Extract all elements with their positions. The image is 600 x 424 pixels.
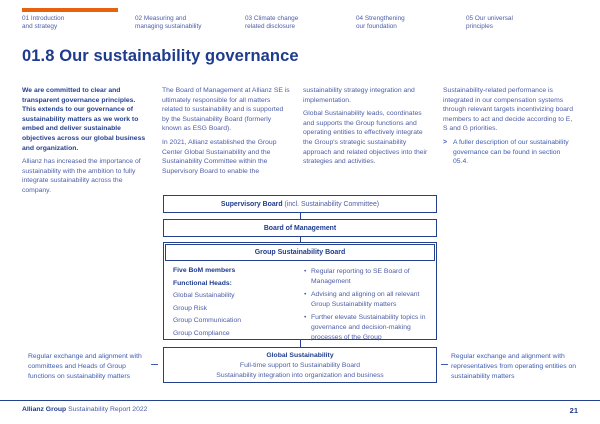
- left-annotation-connector: [151, 364, 158, 365]
- gsb-responsibility-item: • Regular reporting to SE Board of Management: [303, 267, 431, 287]
- board-of-management-box: Board of Management: [163, 219, 437, 237]
- chevron-right-icon: >: [443, 138, 448, 146]
- nav-item-label: our foundation: [356, 23, 397, 31]
- connector-line: [300, 340, 301, 347]
- nav-item-label: principles: [466, 23, 493, 31]
- right-annotation: Regular exchange and alignment with representatives from operating entities on sustainability matters: [451, 353, 577, 380]
- intro-paragraph: Sustainability-related performance is integrated in our compensation systems through relevant targets incentivizing board members to act and decide according to E, S and G priorities.: [443, 87, 573, 133]
- nav-item-label: 01 Introduction: [22, 15, 65, 22]
- gsb-responsibility-item: • Advising and aligning on all relevant Group Sustainability matters: [303, 290, 431, 310]
- section-05-4-reference-link[interactable]: [443, 138, 575, 167]
- gsb-members-list: [173, 267, 241, 342]
- page-title: 01.8 Our sustainability governance: [22, 47, 299, 65]
- footer-divider: [0, 400, 600, 401]
- nav-item-label: 02 Measuring and: [135, 15, 187, 22]
- nav-item-01-introduction[interactable]: [22, 15, 64, 31]
- gsb-members-heading: Five BoM members: [173, 267, 236, 274]
- footer-brand: [22, 406, 147, 413]
- supervisory-board-box: [163, 195, 437, 213]
- global-sustainability-line: Full-time support to Sustainability Board: [239, 362, 361, 369]
- nav-item-label: and strategy: [22, 23, 58, 31]
- nav-item-label: managing sustainability: [135, 23, 202, 31]
- gsb-responsibilities-list: [303, 267, 431, 346]
- group-sustainability-board-title: Group Sustainability Board: [165, 244, 435, 261]
- intro-paragraph: Global Sustainability leads, coordinates and supports the Group functions and operating entities to effectively integrate the Group's strategic sustainability approach and related objectives into their strategies and activities.: [303, 110, 428, 166]
- global-sustainability-title: Global Sustainability: [266, 352, 334, 359]
- supervisory-board-label: Supervisory Board: [220, 201, 283, 208]
- gsb-member-item: Group Communication: [173, 317, 241, 324]
- intro-paragraph: Allianz has increased the importance of sustainability with the ambition to fully integrate sustainability across the company.: [22, 158, 141, 194]
- intro-column-2: [162, 86, 290, 180]
- nav-item-label: related disclosure: [245, 23, 296, 31]
- nav-item-02-measuring[interactable]: [135, 15, 201, 31]
- gsb-member-item: Group Compliance: [173, 329, 230, 337]
- intro-paragraph: The Board of Management at Allianz SE is ultimately responsible for all matters related to sustainability and is supported by the Sustainability Board (formerly known as ESG Board).: [162, 87, 290, 133]
- page-number: 21: [569, 406, 578, 415]
- gsb-functional-heads-heading: Functional Heads:: [173, 279, 232, 287]
- reference-link-label: A fuller description of our sustainability governance can be found in section 05.4.: [453, 138, 569, 166]
- active-section-indicator: [22, 8, 118, 12]
- intro-paragraph: In 2021, Allianz established the Group Center Global Sustainability and the Sustainability Committee within the Supervisory Board to enable the: [162, 138, 277, 175]
- nav-item-label: 03 Climate change: [245, 15, 299, 22]
- gsb-responsibility-item: • Further elevate Sustainability topics in governance and decision-making processes of the Group: [303, 313, 431, 343]
- right-annotation-connector: [441, 364, 448, 365]
- supervisory-board-sublabel: (incl. Sustainability Committee): [282, 201, 380, 208]
- nav-item-03-climate[interactable]: [245, 15, 298, 31]
- left-annotation: Regular exchange and alignment with committees and Heads of Group functions on sustainability matters: [28, 353, 142, 380]
- intro-column-4: [443, 86, 575, 167]
- footer-brand-bold: Allianz Group: [22, 406, 67, 413]
- intro-lead-paragraph: We are committed to clear and transparent governance principles. This extends to our governance of sustainability matters as we work to embed and deliver sustainable objectives across our global business and organization.: [22, 87, 146, 152]
- nav-item-label: 05 Our universal: [466, 15, 513, 22]
- nav-item-label: 04 Strengthening: [356, 15, 405, 22]
- gsb-member-item: Global Sustainability: [173, 292, 235, 299]
- intro-paragraph: sustainability strategy integration and implementation.: [303, 87, 415, 104]
- group-sustainability-board-box: [163, 242, 437, 340]
- intro-column-3: [303, 86, 431, 171]
- gsb-member-item: Group Risk: [173, 304, 207, 312]
- global-sustainability-box: [163, 347, 437, 383]
- global-sustainability-line: Sustainability integration into organization and business: [216, 372, 384, 379]
- footer-brand-rest: Sustainability Report 2022: [66, 406, 148, 413]
- intro-column-1: [22, 86, 150, 200]
- nav-item-04-strengthening[interactable]: [356, 15, 405, 31]
- nav-item-05-universal[interactable]: [466, 15, 513, 31]
